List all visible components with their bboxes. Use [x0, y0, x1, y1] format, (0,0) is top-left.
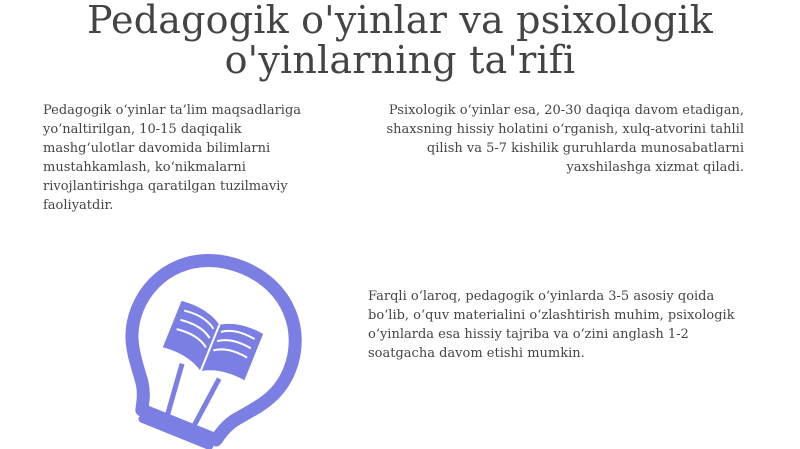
filament-left [161, 364, 188, 418]
open-book [160, 300, 264, 387]
filament-right [193, 376, 220, 430]
slide-title: Pedagogik o'yinlar va psixologik o'yinlarning ta'rifi [86, 0, 713, 82]
bulb-group [100, 253, 310, 449]
games-difference-text: Farqli o‘laroq, pedagogik o‘yinlarda 3-5 asosiy qoida bo‘lib, o‘quv materialini o‘zlashtirish muhim, psixologik o‘yinlarda esa hissiy tajriba va o‘zini anglash 1-2 soatgacha davom etishi mumkin. [368, 289, 735, 361]
psychological-games-definition: Psixologik o‘yinlar esa, 20-30 daqiqa davom etadigan, shaxsning hissiy holatini o‘rganish, xulq-atvorini tahlil qilish va 5-7 kishilik guruhlarda munosabatlarni yaxshilashga xizmat qiladi. [386, 103, 744, 175]
lightbulb-with-book-icon [100, 253, 310, 449]
pedagogical-games-definition: Pedagogik o‘yinlar ta’lim maqsadlariga yo‘naltirilgan, 10-15 daqiqalik mashg‘ulotlar davomida bilimlarni mustahkamlash, ko‘nikmalarni rivojlantirishga qaratilgan tuzilmaviy faoliyatdir. [43, 103, 302, 213]
